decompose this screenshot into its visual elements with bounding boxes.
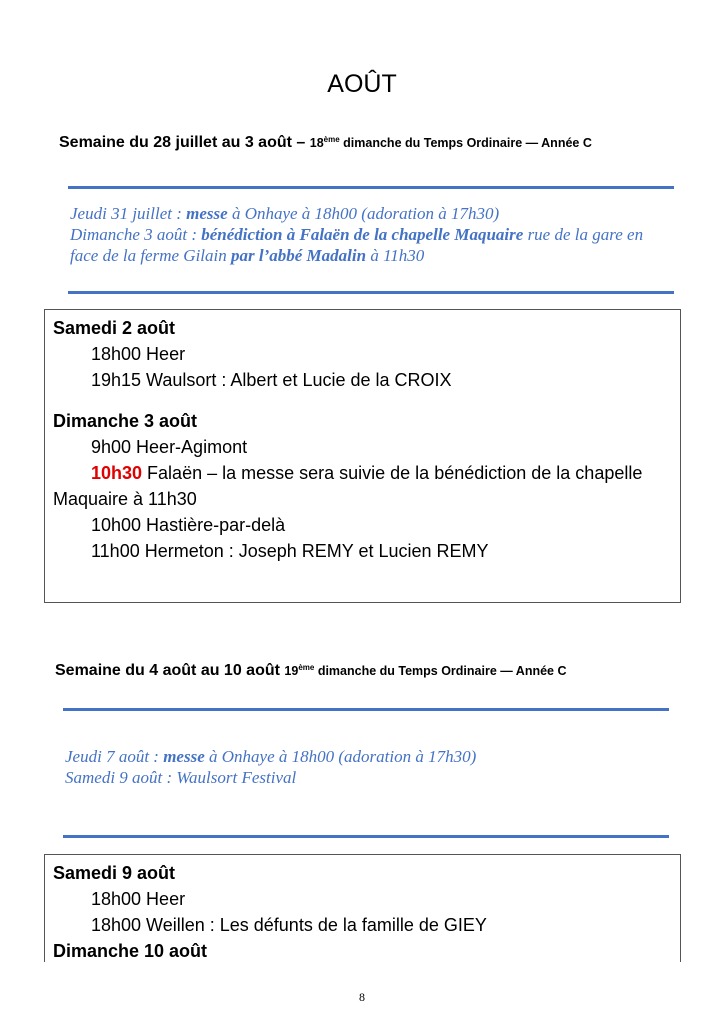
day-heading: Dimanche 10 août: [53, 941, 208, 961]
announcement-line: Jeudi 31 juillet : messe à Onhaye à 18h00 (adoration à 17h30): [70, 204, 500, 223]
schedule-item: 19h15 Waulsort : Albert et Lucie de la CROIX: [91, 370, 452, 390]
page-number: 8: [359, 990, 365, 1004]
schedule-item: 10h00 Hastière-par-delà: [91, 515, 286, 535]
day-heading: Dimanche 3 août: [53, 411, 198, 431]
schedule-item: 18h00 Heer: [91, 889, 186, 909]
day-heading: Samedi 2 août: [53, 318, 176, 338]
divider: [63, 708, 669, 711]
week-dates: Semaine du 4 août au 10 août: [55, 662, 280, 679]
page-title: AOÛT: [327, 70, 397, 98]
announcement-line: Samedi 9 août : Waulsort Festival: [65, 768, 297, 787]
sunday-label: 18ème dimanche du Temps Ordinaire — Année C: [309, 134, 592, 150]
announcement-line: Jeudi 7 août : messe à Onhaye à 18h00 (adoration à 17h30): [65, 747, 477, 766]
divider: [68, 186, 674, 189]
announcements: [70, 203, 670, 266]
highlighted-time: 10h30: [91, 463, 143, 483]
divider: [68, 291, 674, 294]
week-dates: Semaine du 28 juillet au 3 août: [59, 134, 292, 151]
schedule-item: 18h00 Heer: [91, 344, 186, 364]
announcement-line: Dimanche 3 août : bénédiction à Falaën de la chapelle Maquaire rue de la gare en face de la ferme Gilain par l’abbé Madalin à 11h30: [70, 225, 644, 265]
divider: [63, 835, 669, 838]
day-heading: Samedi 9 août: [53, 863, 176, 883]
week-heading: [59, 134, 592, 152]
week-heading: [55, 662, 567, 680]
schedule-item: 11h00 Hermeton : Joseph REMY et Lucien REMY: [91, 541, 489, 561]
mass-schedule: [44, 309, 681, 603]
sunday-label: 19ème dimanche du Temps Ordinaire — Année C: [284, 662, 567, 678]
announcements: [65, 746, 665, 788]
schedule-item: 18h00 Weillen : Les défunts de la famille de GIEY: [91, 915, 487, 935]
mass-schedule: [44, 854, 681, 962]
heading-dash: –: [296, 134, 306, 151]
schedule-item: 10h30 Falaën – la messe sera suivie de la bénédiction de la chapelle Maquaire à 11h30: [53, 463, 643, 509]
schedule-item: 9h00 Heer-Agimont: [91, 437, 248, 457]
